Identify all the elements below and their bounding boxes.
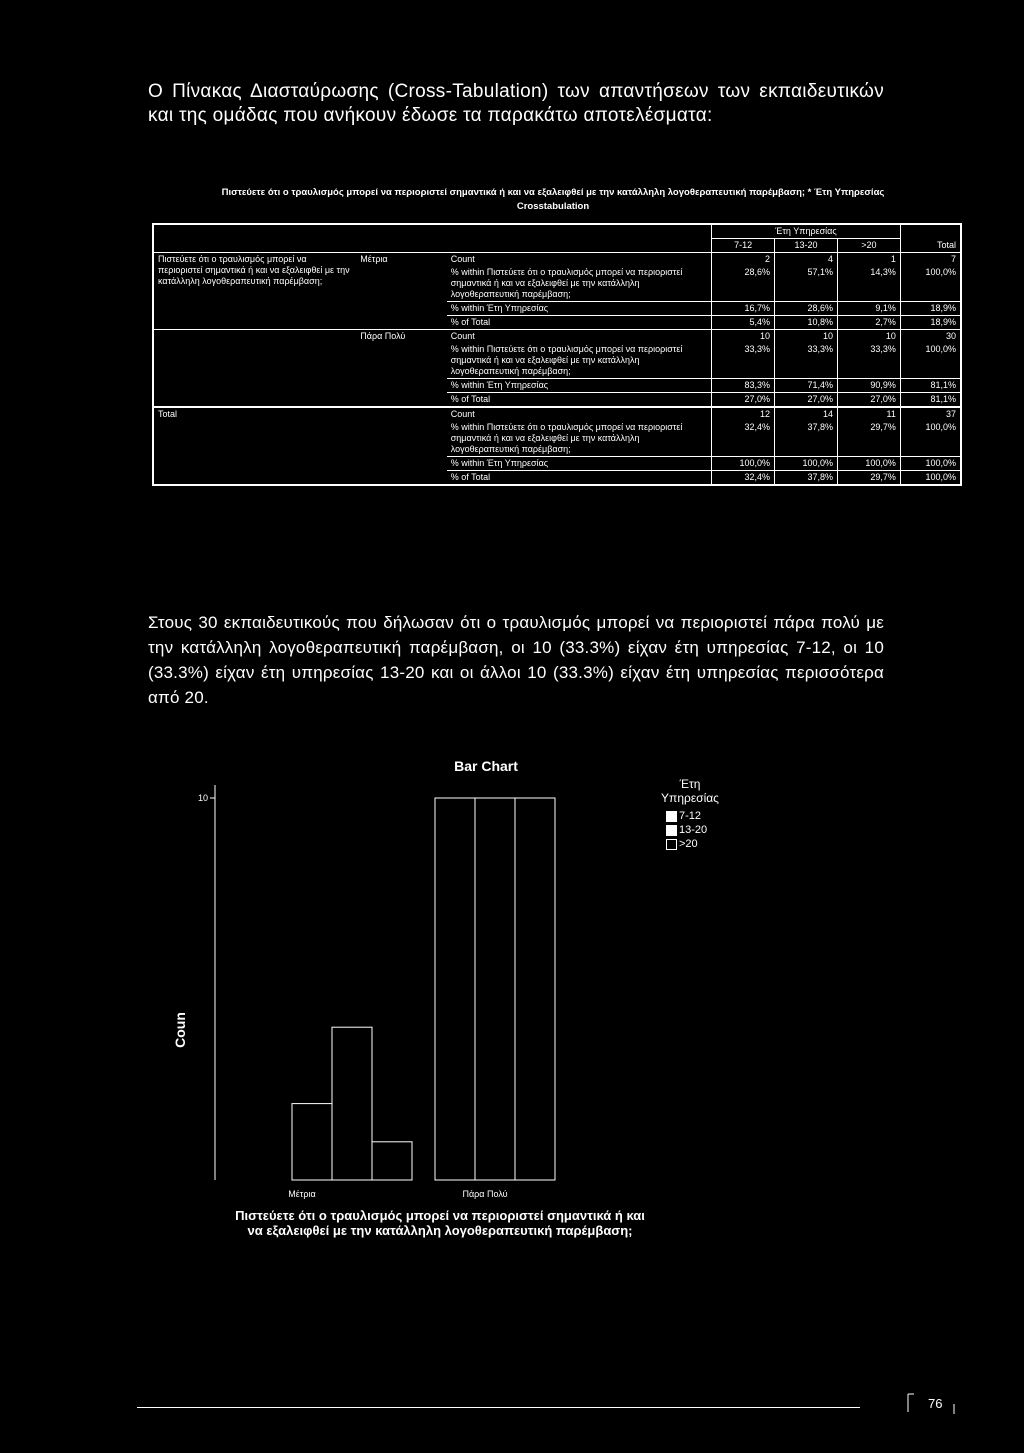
row-statistic-label: Count (447, 407, 712, 421)
cell-value: 90,9% (837, 379, 900, 393)
row-statistic-label: % within Πιστεύετε ότι ο τραυλισμός μπορεί να περιοριστεί σημαντικά ή και να εξαλειφθεί με την κατάλληλη λογοθεραπευτική παρέμβαση; (450, 267, 683, 299)
cell-value: 2 (712, 253, 775, 267)
cell-value: 81,1% (900, 393, 961, 408)
legend-item (666, 837, 730, 851)
col-header-7-12: 7-12 (712, 239, 775, 253)
chart-title: Bar Chart (454, 758, 518, 774)
cell-value: 100,0% (900, 457, 961, 471)
cell-value: 28,6% (775, 302, 838, 316)
col-header-total: Total (900, 239, 961, 253)
cell-value: 33,3% (712, 343, 775, 379)
bar-0-2 (372, 1142, 412, 1180)
cell-value: 2,7% (837, 316, 900, 330)
cell-value: 10 (712, 330, 775, 344)
page-number-frame (900, 1390, 962, 1416)
col-header-13-20: 13-20 (775, 239, 838, 253)
cell-value: 100,0% (900, 421, 961, 457)
cell-value: 100,0% (900, 266, 961, 302)
cell-value: 16,7% (712, 302, 775, 316)
y-tick-label: 10 (197, 793, 208, 803)
cell-value: 100,0% (712, 457, 775, 471)
legend-items (666, 809, 730, 851)
cell-value: 32,4% (712, 421, 775, 457)
chart-legend (650, 777, 730, 851)
legend-label: 7-12 (679, 810, 702, 822)
cell-value: 37,8% (775, 471, 838, 486)
row-category: Πάρα Πολύ (356, 330, 446, 408)
cell-value: 27,0% (775, 393, 838, 408)
cell-value: 14 (775, 407, 838, 421)
crosstab-title-line: Πιστεύετε ότι ο τραυλισμός μπορεί να περιοριστεί σημαντικά ή και να εξαλειφθεί με την κατάλληλη λογοθεραπευτική παρέμβαση; * Έτη Υπηρεσίας (221, 187, 885, 198)
chart-ylabel: Coun (172, 1012, 188, 1048)
legend-item (666, 809, 730, 823)
page-number-box (928, 1396, 942, 1411)
cell-value: 27,0% (712, 393, 775, 408)
page-number: 76 (928, 1396, 943, 1411)
cell-value: 100,0% (900, 471, 961, 486)
legend-label: 13-20 (679, 824, 708, 836)
cell-value: 18,9% (900, 316, 961, 330)
bar-1-0 (435, 798, 475, 1180)
cell-value: 10 (837, 330, 900, 344)
cell-value: 27,0% (837, 393, 900, 408)
legend-item (666, 823, 730, 837)
row-statistic-label: Count (447, 330, 712, 344)
cell-value: 100,0% (837, 457, 900, 471)
cell-value: 12 (712, 407, 775, 421)
cell-value: 9,1% (837, 302, 900, 316)
x-tick-label: Μέτρια (288, 1189, 316, 1199)
bar-0-0 (292, 1104, 332, 1180)
cell-value: 28,6% (712, 266, 775, 302)
x-tick-label: Πάρα Πολύ (462, 1189, 508, 1199)
legend-title: Έτη Υπηρεσίας (661, 777, 719, 805)
cell-value: 33,3% (775, 343, 838, 379)
legend-swatch (666, 839, 677, 850)
row-statistic-label: % within Έτη Υπηρεσίας (447, 379, 712, 393)
row-statistic-label: % within Πιστεύετε ότι ο τραυλισμός μπορεί να περιοριστεί σημαντικά ή και να εξαλειφθεί με την κατάλληλη λογοθεραπευτική παρέμβαση; (450, 344, 683, 376)
chart-axes (210, 785, 215, 1180)
bar-1-1 (475, 798, 515, 1180)
row-statistic-label: % of Total (447, 393, 712, 408)
cell-value: 5,4% (712, 316, 775, 330)
footer-rule (137, 1407, 860, 1408)
cell-value: 7 (900, 253, 961, 267)
intro-text: Ο Πίνακας Διασταύρωσης (Cross-Tabulation) των απαντήσεων των εκπαιδευτικών και της ομάδας που ανήκουν έδωσε τα παρακάτω αποτελέσματα: (148, 81, 884, 126)
row-statistic-label: % of Total (447, 316, 712, 330)
cell-value: 1 (837, 253, 900, 267)
cell-value: 100,0% (900, 343, 961, 379)
cell-value: 18,9% (900, 302, 961, 316)
cell-value: 37 (900, 407, 961, 421)
col-header-gt20: >20 (837, 239, 900, 253)
bar-0-1 (332, 1027, 372, 1180)
row-category: Μέτρια (356, 253, 446, 330)
bar-1-2 (515, 798, 555, 1180)
cell-value: 71,4% (775, 379, 838, 393)
cell-value: 81,1% (900, 379, 961, 393)
chart-xlabel: Πιστεύετε ότι ο τραυλισμός μπορεί να περιοριστεί σημαντικά ή και να εξαλειφθεί με την κατάλληλη λογοθεραπευτική παρέμβαση; (235, 1208, 645, 1238)
cell-value: 11 (837, 407, 900, 421)
cell-value: 57,1% (775, 266, 838, 302)
cell-value: 10,8% (775, 316, 838, 330)
row-statistic-label: % of Total (447, 471, 712, 486)
legend-swatch (666, 811, 677, 822)
cell-value: 4 (775, 253, 838, 267)
cell-value: 32,4% (712, 471, 775, 486)
cell-value: 14,3% (837, 266, 900, 302)
chart-bars (292, 798, 555, 1180)
row-variable-label: Πιστεύετε ότι ο τραυλισμός μπορεί να περιοριστεί σημαντικά ή και να εξαλειφθεί με την κατάλληλη λογοθεραπευτική παρέμβαση; (153, 253, 356, 330)
group-header: Έτη Υπηρεσίας (712, 224, 901, 239)
crosstab-subtitle: Crosstabulation (516, 201, 590, 212)
legend-label: >20 (679, 838, 698, 850)
cell-value: 10 (775, 330, 838, 344)
cell-value: 37,8% (775, 421, 838, 457)
total-row-label: Total (153, 407, 356, 485)
row-statistic-label: Count (447, 253, 712, 267)
cell-value: 33,3% (837, 343, 900, 379)
row-statistic-label: % within Πιστεύετε ότι ο τραυλισμός μπορεί να περιοριστεί σημαντικά ή και να εξαλειφθεί με την κατάλληλη λογοθεραπευτική παρέμβαση; (450, 422, 683, 454)
cell-value: 29,7% (837, 471, 900, 486)
cell-value: 100,0% (775, 457, 838, 471)
cell-value: 83,3% (712, 379, 775, 393)
row-statistic-label: % within Έτη Υπηρεσίας (447, 302, 712, 316)
summary-paragraph: Στους 30 εκπαιδευτικούς που δήλωσαν ότι ο τραυλισμός μπορεί να περιοριστεί πάρα πολύ με την κατάλληλη λογοθεραπευτική παρέμβαση, οι 10 (33.3%) είχαν έτη υπηρεσίας 7-12, οι 10 (33.3%) είχαν έτη υπηρεσίας 13-20 και οι άλλοι 10 (33.3%) είχαν έτη υπηρεσίας περισσότερα από 20. (148, 613, 884, 707)
row-statistic-label: % within Έτη Υπηρεσίας (447, 457, 712, 471)
legend-swatch (666, 825, 677, 836)
cell-value: 29,7% (837, 421, 900, 457)
cell-value: 30 (900, 330, 961, 344)
